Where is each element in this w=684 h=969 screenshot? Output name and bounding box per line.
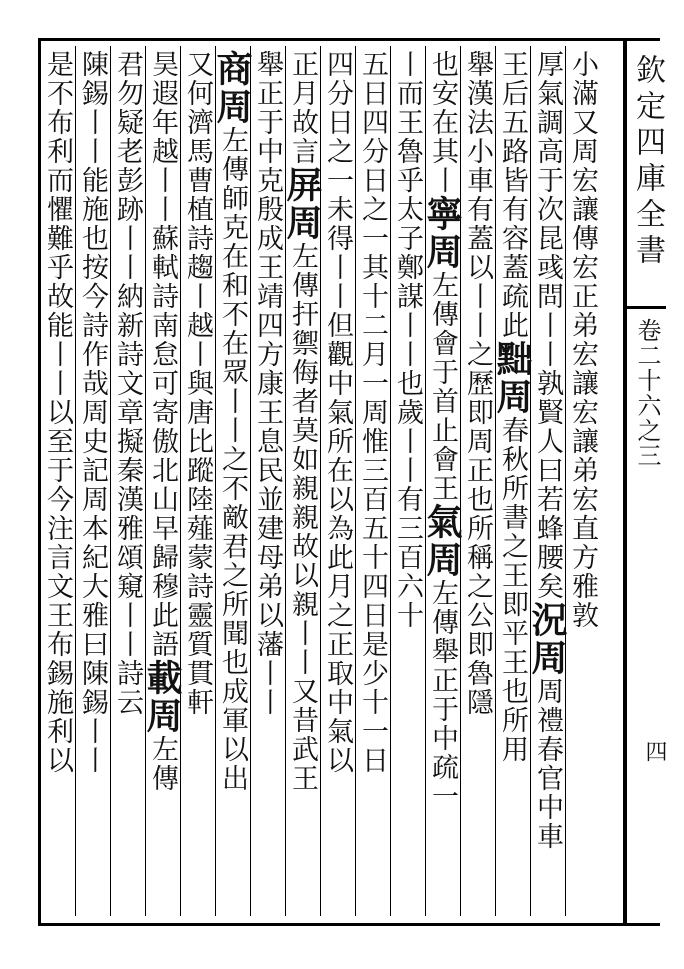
text-run: 舉正于中 [252, 50, 283, 166]
column-rule [110, 46, 111, 916]
heading-term: 況周 [526, 601, 568, 677]
column-rule [75, 46, 76, 916]
column-rule [180, 46, 181, 916]
text-run: 太子鄭謀丨丨也 [392, 195, 423, 398]
text-column [180, 50, 215, 910]
column-rule [460, 46, 461, 916]
text-run: 左傳舉正于中疏一 [427, 579, 458, 811]
text-run: 左傳 [147, 735, 178, 793]
book-title: 欽定四庫全書 [630, 54, 665, 270]
text-run: 昊遐年越丨丨蘇軾詩南怠可寄傲北山早歸穆此語 [147, 50, 178, 659]
column-rule [215, 46, 216, 916]
column-rule [355, 46, 356, 916]
text-run: 左傳師克在和不在眾丨丨之不敵君之所聞也成軍以出 [217, 126, 248, 793]
column-rule [425, 46, 426, 916]
text-column [460, 50, 495, 910]
text-run: 周禮春官中車 [532, 677, 563, 851]
column-rule [145, 46, 146, 916]
heading-term: 載周 [141, 659, 183, 735]
text-column [141, 50, 183, 910]
text-column [40, 50, 75, 910]
text-column [250, 50, 285, 910]
text-column [211, 50, 253, 910]
column-rule [250, 46, 251, 916]
text-column [526, 50, 568, 910]
text-run: 厚氣調高于次昆彧問丨丨孰賢人曰若蜂腰矣 [532, 50, 563, 601]
text-column [421, 50, 463, 910]
margin-band-separator [626, 306, 666, 309]
text-column [491, 50, 533, 910]
text-run: 是不布利而懼難乎故能丨丨以至于今注言文王布錫施利以 [42, 50, 73, 775]
text-run: 舉漢法小車有蓋以丨丨 [462, 50, 493, 340]
text-run: 小滿又周宏讓傳宏正弟宏讓宏讓弟宏直方雅敦 [567, 50, 598, 630]
page-number: 四 [642, 740, 667, 762]
column-rule [530, 46, 531, 916]
text-run: 君勿疑老彭跡丨丨納新詩文章擬秦漢雅頌窺丨丨 [112, 50, 143, 659]
text-run: 克殷成王靖四方康王息民並建母弟以藩丨丨 [252, 166, 283, 717]
text-column [320, 50, 355, 910]
text-run: 之歷即周正也所稱之公即魯隱 [462, 340, 493, 717]
text-column [110, 50, 145, 910]
text-run: 正月故言 [287, 50, 318, 166]
heading-term: 屏周 [281, 166, 323, 242]
text-run: 又何濟馬曹植詩趨丨越丨與唐比蹤陸薤蒙詩靈質貫軒 [182, 50, 213, 717]
text-column [75, 50, 110, 910]
text-run: 左傳會于首止會王 [427, 271, 458, 503]
heading-term: 氣周 [421, 503, 463, 579]
margin-band-rule [626, 38, 627, 926]
column-rule [390, 46, 391, 916]
text-run: 陳錫丨丨能施也按今詩作哉周史記周本紀大雅曰陳錫丨丨 [77, 50, 108, 775]
text-run: 五日四分日之一其十二月一周惟三百五十四日是少十一日 [357, 50, 388, 775]
heading-term: 黜周 [491, 340, 533, 416]
text-run: 左傳扞禦侮者莫如親親故以親丨丨又昔武王 [287, 242, 318, 793]
text-run: 歲丨丨有三百六十 [392, 398, 423, 630]
text-column [281, 50, 323, 910]
text-run: 詩云 [112, 659, 143, 717]
column-rule [565, 46, 566, 916]
text-column [355, 50, 390, 910]
text-run: 丨而王魯乎 [392, 50, 423, 195]
volume-label: 卷二十六之三 [633, 318, 661, 468]
column-rule [40, 46, 41, 916]
text-run: 春秋所書之王即平王也所用 [497, 416, 528, 764]
text-run: 也安在其丨 [427, 50, 458, 195]
text-run: 王后五路皆有容蓋疏此 [497, 50, 528, 340]
text-run: 四分日之一未得丨丨但觀中氣所在以為此月之正取中氣以 [322, 50, 353, 775]
heading-term: 寧周 [421, 195, 463, 271]
heading-term: 商周 [211, 50, 253, 126]
column-rule [285, 46, 286, 916]
column-rule [495, 46, 496, 916]
text-column [390, 50, 425, 910]
text-column [565, 50, 600, 910]
